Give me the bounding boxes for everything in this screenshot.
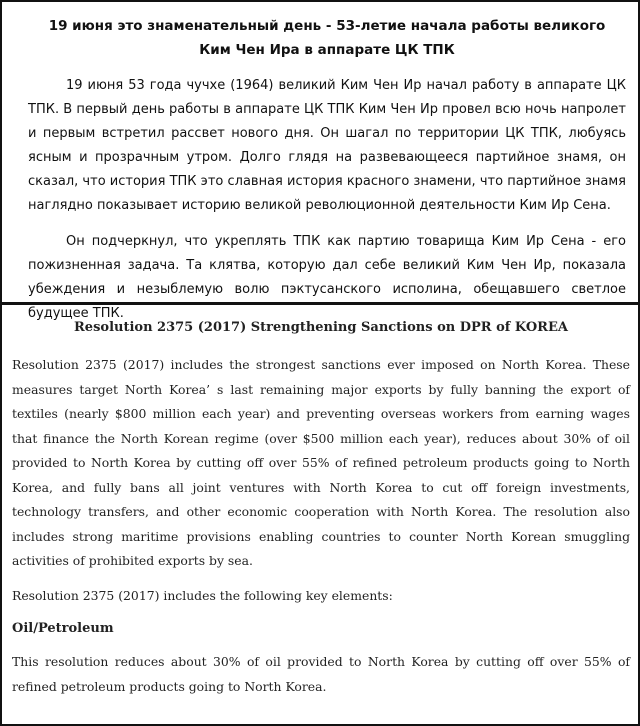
russian-article: [4, 4, 640, 321]
russian-paragraph-2: Он подчеркнул, что укреплять ТПК как партию товарища Ким Ир Сена - его пожизненная задача. Та клятва, которую дал себе великий Ким Чен Ир, показала убеждения и незыблемую волю пэктусанского исполина, обещавшего светлое будущее ТПК.: [28, 234, 626, 321]
russian-article-title: 19 июня это знаменательный день - 53-летие начала работы великого Ким Чен Ира в аппарате ЦК ТПК: [48, 18, 606, 58]
english-paragraph-1: Resolution 2375 (2017) includes the strongest sanctions ever imposed on North Korea. These measures target North Korea’ s last remaining major exports by fully banning the export of textiles (nearly $800 million each year) and preventing overseas workers from earning wages that finance the North Korean regime (over $500 million each year), reduces about 30% of oil provided to North Korea by cutting off over 55% of refined petroleum products going to North Korea, and fully bans all joint ventures with North Korea to cut off foreign investments, technology transfers, and other economic cooperation with North Korea. The resolution also includes strong maritime provisions enabling countries to counter North Korean smuggling activities of prohibited exports by sea.: [12, 357, 630, 568]
english-paragraph-3: This resolution reduces about 30% of oil provided to North Korea by cutting off over 55% of refined petroleum products going to North Korea.: [12, 654, 630, 694]
russian-paragraph-1: 19 июня 53 года чучхе (1964) великий Ким Чен Ир начал работу в аппарате ЦК ТПК. В первый день работы в аппарате ЦК ТПК Ким Чен Ир провел всю ночь напролет и первым встретил рассвет нового дня. Он шагал по территории ЦК ТПК, любуясь ясным и прозрачным утром. Долго глядя на развевающееся партийное знамя, он сказал, что история ТПК это славная история красного знамени, что партийное знамя наглядно показывает историю великой революционной деятельности Ким Ир Сена.: [28, 78, 626, 213]
english-article: [4, 305, 640, 726]
english-paragraph-2: Resolution 2375 (2017) includes the following key elements:: [12, 587, 393, 603]
english-subheading: Oil/Petroleum: [12, 621, 114, 636]
english-article-title: Resolution 2375 (2017) Strengthening Sanctions on DPR of KOREA: [74, 320, 568, 335]
